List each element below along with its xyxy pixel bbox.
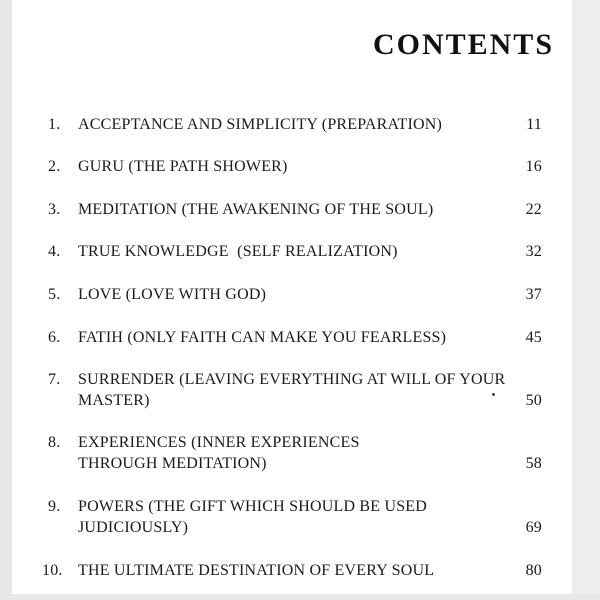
toc-entry <box>48 496 548 538</box>
entry-number: 3. <box>48 201 61 218</box>
page-title: CONTENTS <box>372 28 554 61</box>
print-speck <box>492 393 495 396</box>
toc-entry <box>48 114 548 135</box>
toc-entry <box>48 284 548 305</box>
toc-entry <box>48 156 548 177</box>
toc-entry <box>42 560 548 581</box>
entry-number: 7. <box>48 371 61 388</box>
entry-page-number: 58 <box>525 455 542 472</box>
entry-title: TRUE KNOWLEDGE (SELF REALIZATION) <box>78 243 398 260</box>
entry-title: EXPERIENCES (INNER EXPERIENCES THROUGH MEDITATION) <box>78 434 360 472</box>
entry-page-number: 37 <box>525 286 542 303</box>
entry-number: 1. <box>48 116 61 133</box>
page-edge-left <box>0 0 12 600</box>
entry-title: THE ULTIMATE DESTINATION OF EVERY SOUL <box>78 562 435 579</box>
entry-number: 10. <box>42 562 63 579</box>
entry-page-number: 69 <box>525 519 542 536</box>
entry-title: MEDITATION (THE AWAKENING OF THE SOUL) <box>78 201 434 218</box>
toc-entry <box>48 199 548 220</box>
toc-entry <box>48 432 548 474</box>
entry-title: SURRENDER (LEAVING EVERYTHING AT WILL OF YOUR MASTER) <box>78 371 506 409</box>
entry-page-number: 50 <box>525 392 542 409</box>
entry-number: 6. <box>48 329 61 346</box>
entry-page-number: 32 <box>525 243 542 260</box>
entry-page-number: 45 <box>525 329 542 346</box>
page-edge-bottom <box>0 594 600 600</box>
entry-title: LOVE (LOVE WITH GOD) <box>78 286 267 303</box>
toc-entry <box>48 327 548 348</box>
entry-title: GURU (THE PATH SHOWER) <box>78 158 288 175</box>
entry-page-number: 80 <box>525 562 542 579</box>
toc-entry <box>48 369 548 411</box>
entry-number: 2. <box>48 158 61 175</box>
table-of-contents <box>42 114 548 581</box>
page-edge-right <box>572 0 600 600</box>
entry-title: POWERS (THE GIFT WHICH SHOULD BE USED JUDICIOUSLY) <box>78 498 428 536</box>
entry-number: 4. <box>48 243 61 260</box>
entry-page-number: 16 <box>525 158 542 175</box>
entry-number: 9. <box>48 498 61 515</box>
entry-page-number: 11 <box>526 116 542 133</box>
entry-title: ACCEPTANCE AND SIMPLICITY (PREPARATION) <box>78 116 443 133</box>
entry-page-number: 22 <box>525 201 542 218</box>
entry-number: 8. <box>48 434 61 451</box>
entry-title: FATIH (ONLY FAITH CAN MAKE YOU FEARLESS) <box>78 329 447 346</box>
entry-number: 5. <box>48 286 61 303</box>
toc-entry <box>48 241 548 262</box>
